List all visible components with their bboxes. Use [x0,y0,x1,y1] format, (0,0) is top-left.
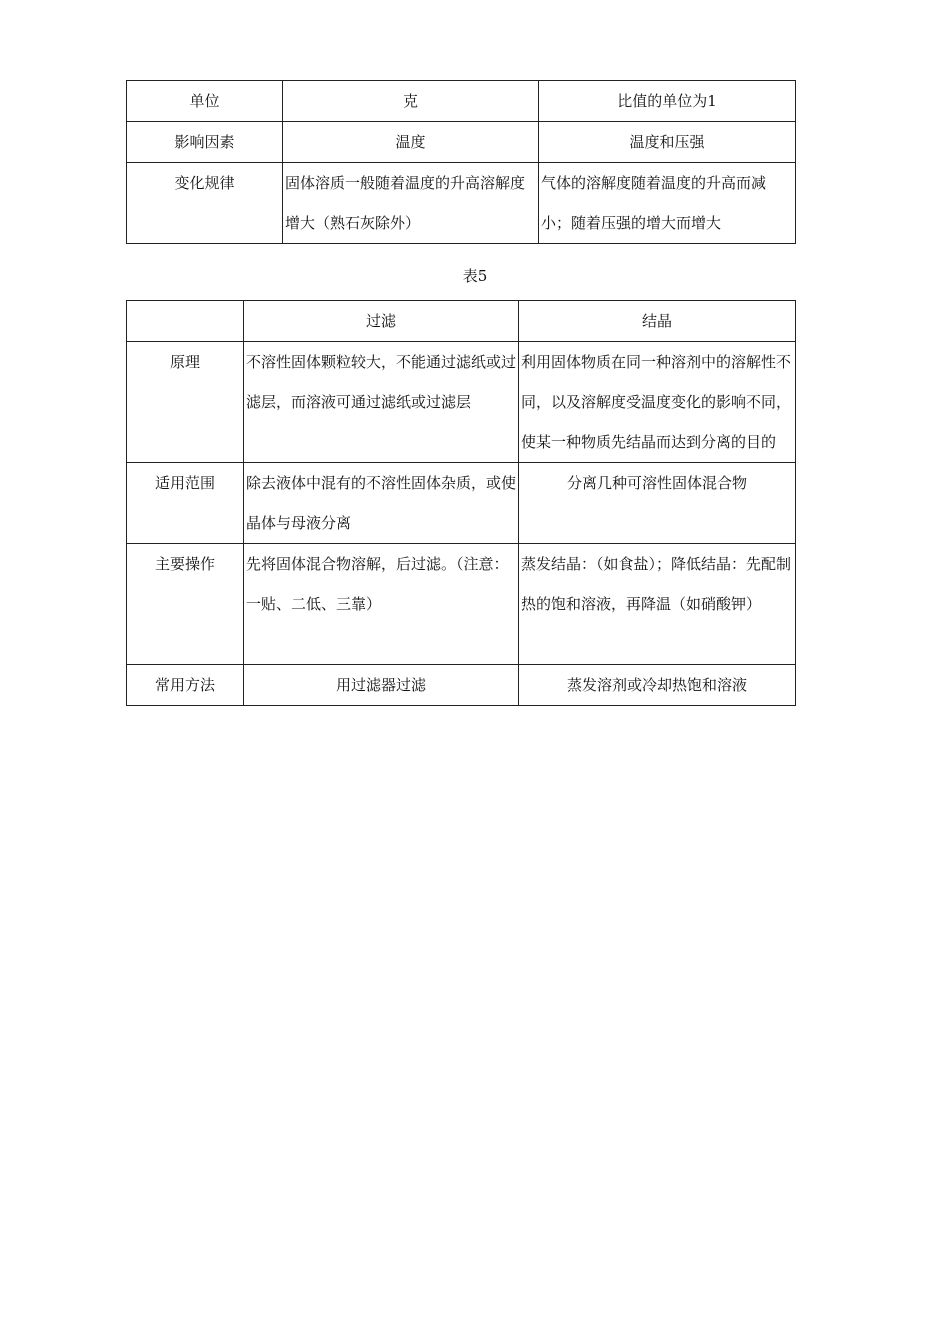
table-cell: 比值的单位为1 [539,81,796,122]
solubility-comparison-table [126,80,796,244]
table-cell: 蒸发溶剂或冷却热饱和溶液 [519,665,796,706]
table-header-row [127,301,796,342]
table-cell: 先将固体混合物溶解，后过滤。（注意：一贴、二低、三靠） [244,544,519,665]
row-header-pattern: 变化规律 [127,163,283,244]
table-cell: 固体溶质一般随着温度的升高溶解度增大（熟石灰除外） [283,163,539,244]
table-header-cell: 过滤 [244,301,519,342]
row-header-method: 常用方法 [127,665,244,706]
table-row [127,163,796,244]
table-row [127,665,796,706]
row-header-scope: 适用范围 [127,463,244,544]
table-cell: 分离几种可溶性固体混合物 [519,463,796,544]
table-cell: 温度和压强 [539,122,796,163]
row-header-unit: 单位 [127,81,283,122]
table-cell: 除去液体中混有的不溶性固体杂质，或使晶体与母液分离 [244,463,519,544]
table-row [127,342,796,463]
table-row [127,544,796,665]
row-header-factors: 影响因素 [127,122,283,163]
table-cell: 蒸发结晶：（如食盐）；降低结晶：先配制热的饱和溶液，再降温（如硝酸钾） [519,544,796,665]
table-cell: 克 [283,81,539,122]
table-cell: 利用固体物质在同一种溶剂中的溶解性不同，以及溶解度受温度变化的影响不同，使某一种物质先结晶而达到分离的目的 [519,342,796,463]
table-caption: 表5 [462,267,488,285]
filtration-crystallization-table [126,300,796,706]
table-header-cell [127,301,244,342]
table-cell: 气体的溶解度随着温度的升高而减小；随着压强的增大而增大 [539,163,796,244]
table-row [127,81,796,122]
table-row [127,122,796,163]
table-cell: 不溶性固体颗粒较大，不能通过滤纸或过滤层，而溶液可通过滤纸或过滤层 [244,342,519,463]
row-header-principle: 原理 [127,342,244,463]
table-cell: 用过滤器过滤 [244,665,519,706]
table-cell: 温度 [283,122,539,163]
row-header-operation: 主要操作 [127,544,244,665]
table-header-cell: 结晶 [519,301,796,342]
table-row [127,463,796,544]
